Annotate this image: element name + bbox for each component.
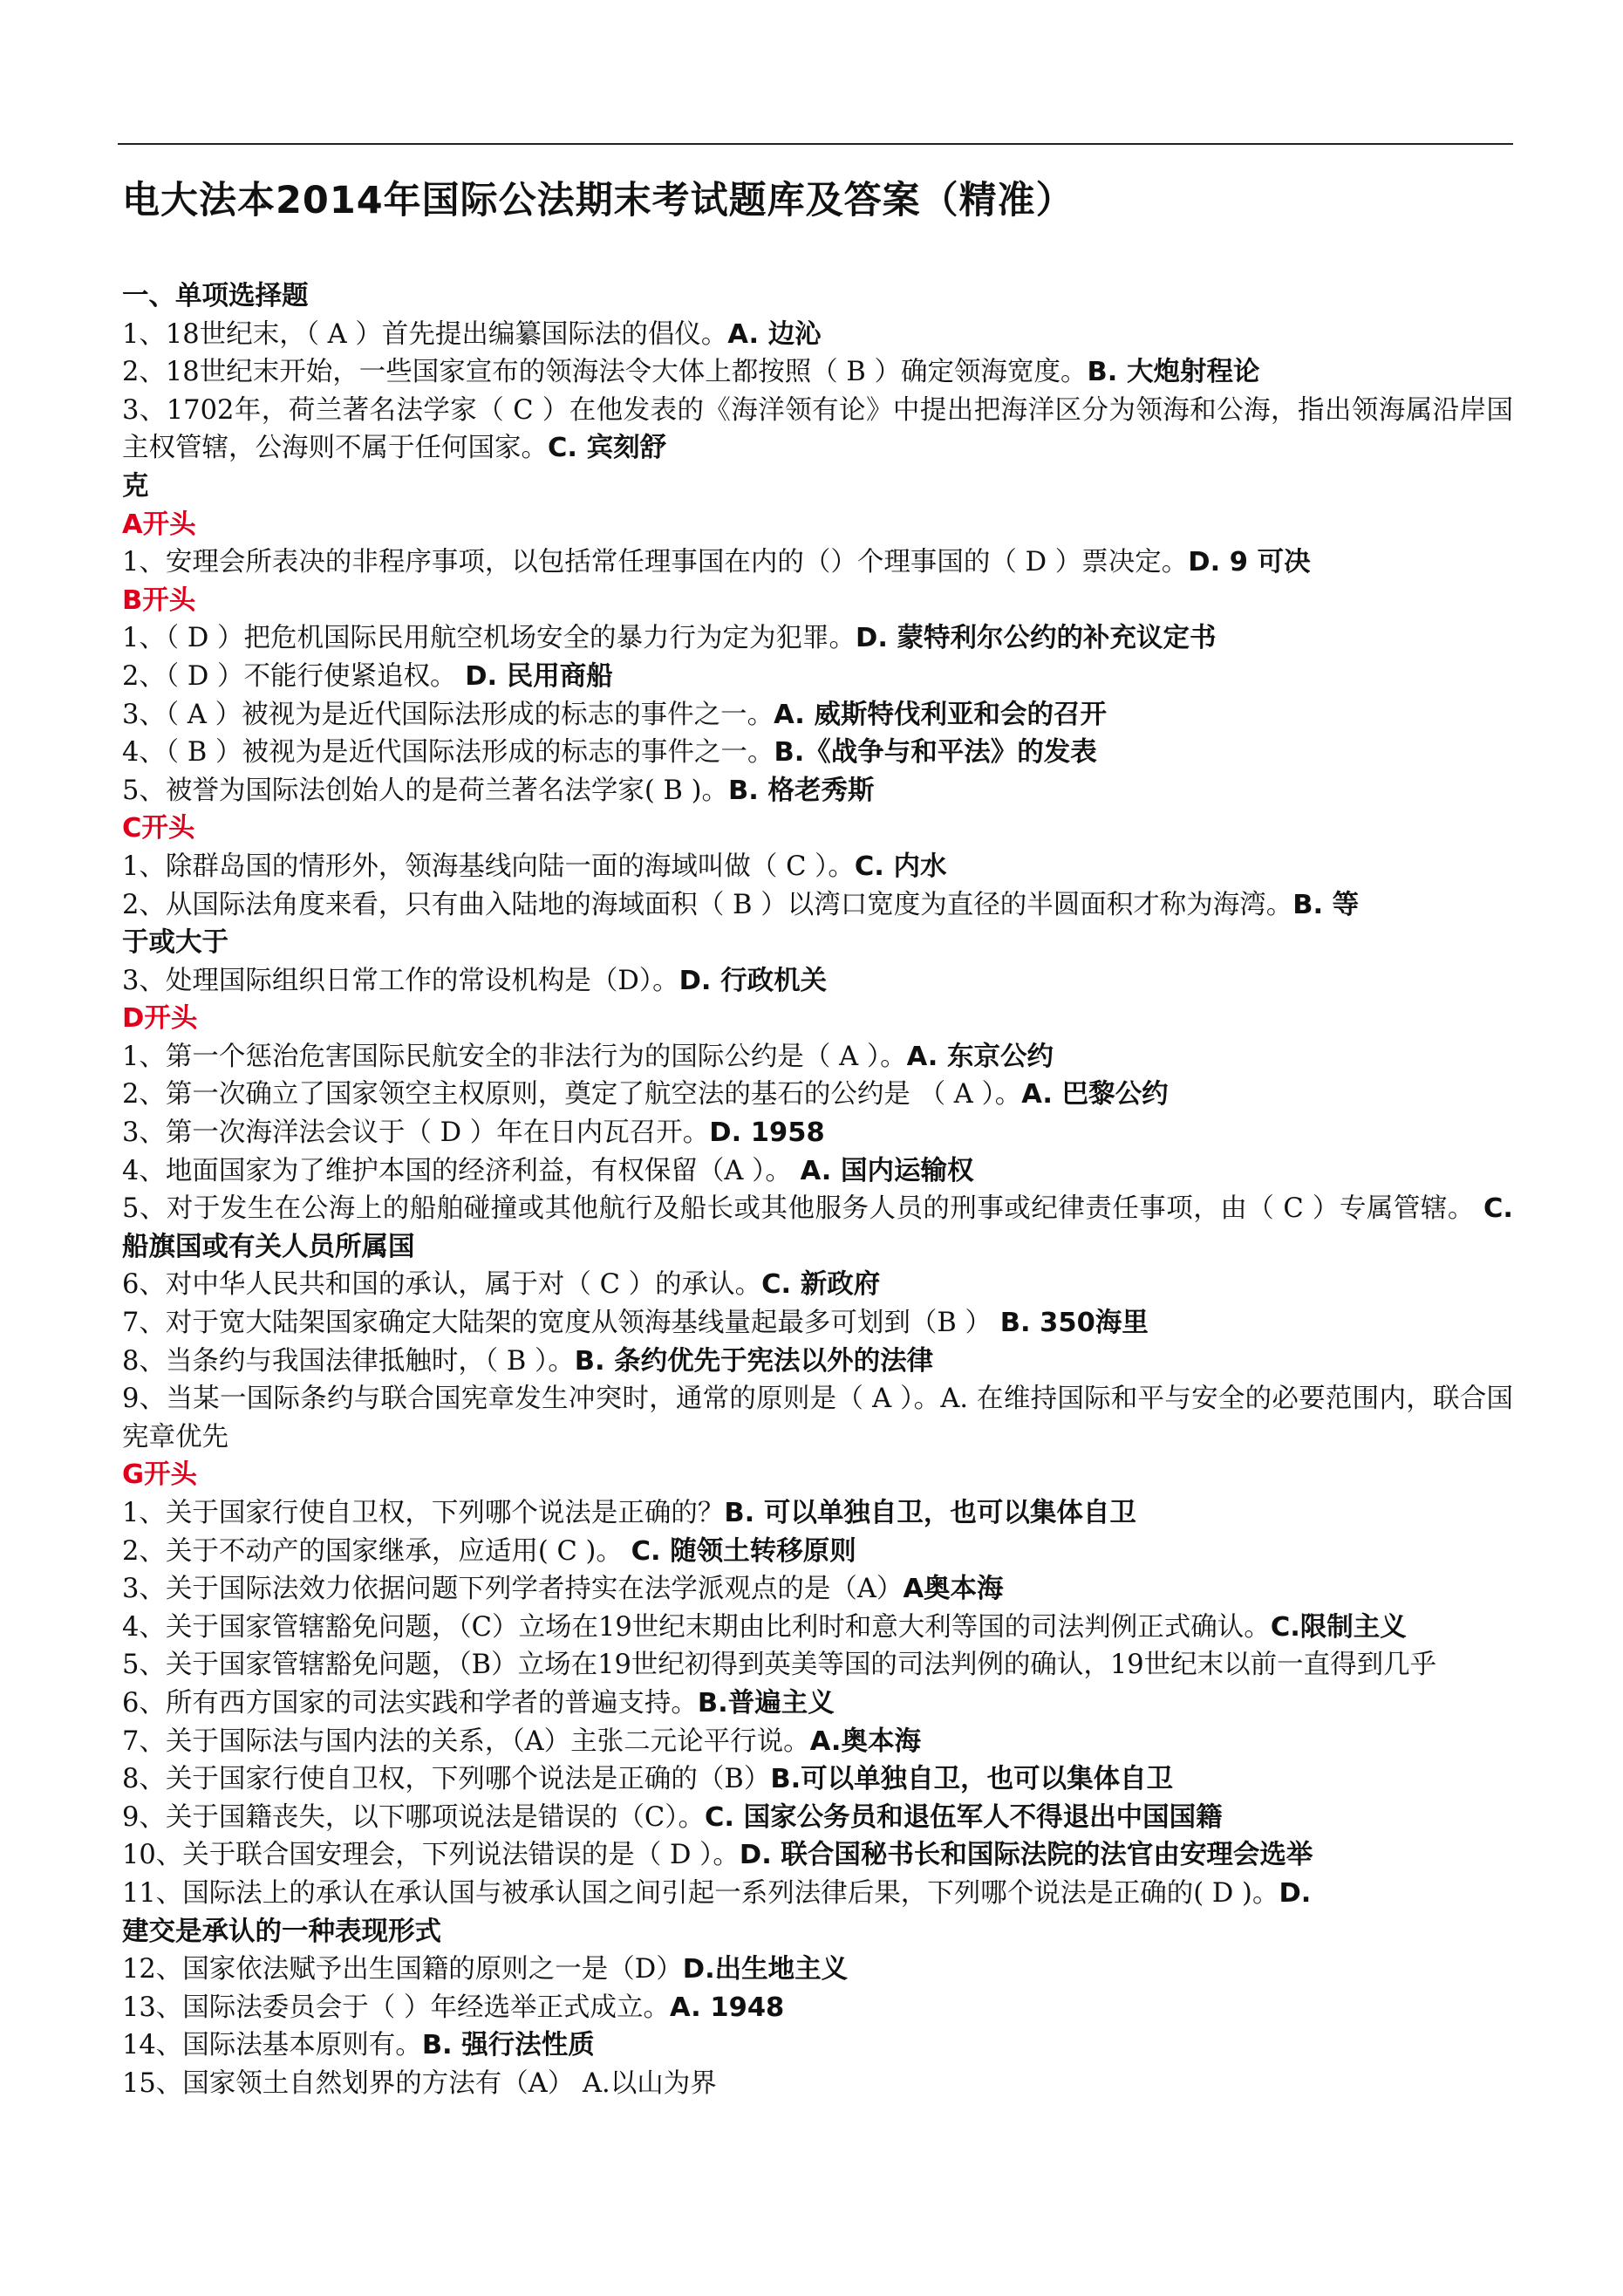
answer-text: D. (1279, 1877, 1312, 1909)
question-text: 4、地面国家为了维护本国的经济利益，有权保留（A ）。 (122, 1155, 801, 1186)
question-item (122, 392, 1513, 468)
question-text: 14、国际法基本原则有。 (122, 2030, 422, 2061)
answer-text: C. 随领土转移原则 (631, 1535, 856, 1567)
question-text: 12、国家依法赋予出生国籍的原则之一是（D） (122, 1954, 683, 1985)
question-item (122, 1114, 1513, 1152)
question-text: 6、所有西方国家的司法实践和学者的普遍支持。 (122, 1687, 698, 1719)
question-item (122, 962, 1513, 1001)
question-text: 2、第一次确立了国家领空主权原则，奠定了航空法的基石的公约是 （ A ）。 (122, 1079, 1022, 1110)
question-text: 1、除群岛国的情形外，领海基线向陆一面的海域叫做（ C ）。 (122, 851, 855, 882)
question-text: 9、当某一国际条约与联合国宪章发生冲突时，通常的原则是（ A ）。A. 在维持国际和平与安全的必要范围内，联合国宪章优先 (122, 1384, 1513, 1452)
question-text: 5、关于国家管辖豁免问题，（B）立场在19世纪初得到英美等国的司法判例的确认，19世纪末以前一直得到几乎 (122, 1650, 1437, 1681)
answer-text: B.普遍主义 (697, 1687, 835, 1719)
answer-text: C. 国家公务员和退伍军人不得退出中国国籍 (705, 1801, 1223, 1833)
question-item (122, 1038, 1513, 1076)
question-item (122, 1494, 1513, 1533)
answer-text: C. 内水 (854, 851, 947, 882)
question-item (122, 1343, 1513, 1381)
question-text: 1、关于国家行使自卫权，下列哪个说法是正确的？ (122, 1498, 725, 1528)
answer-text: C. 新政府 (761, 1269, 881, 1301)
question-item (122, 1646, 1513, 1684)
question-text: 5、对于发生在公海上的船舶碰撞或其他航行及船长或其他服务人员的刑事或纪律责任事项，由（ C ）专属管辖。 (122, 1193, 1484, 1225)
letter-group-header: G开头 (122, 1459, 198, 1491)
question-text: 1、第一个惩治危害国际民航安全的非法行为的国际公约是（ A ）。 (122, 1041, 907, 1072)
answer-text: B. 格老秀斯 (728, 775, 875, 806)
question-item (122, 1152, 1513, 1191)
question-item (122, 772, 1513, 810)
question-text: 7、对于宽大陆架国家确定大陆架的宽度从领海基线量起最多可划到（B ） (122, 1308, 1000, 1339)
answer-text: B. 等 (1292, 889, 1360, 920)
question-text: 4、（ B ）被视为是近代国际法形成的标志的事件之一。 (122, 737, 774, 769)
answer-text: C. 宾刻舒 (548, 433, 667, 464)
question-item (122, 1304, 1513, 1343)
answer-text: B. 大炮射程论 (1087, 357, 1260, 388)
question-text: 2、关于不动产的国家继承，应适用( C )。 (122, 1535, 631, 1567)
answer-text: B. 350海里 (999, 1308, 1149, 1339)
answer-text: A. 巴黎公约 (1021, 1079, 1169, 1110)
question-text: 10、关于联合国安理会，下列说法错误的是（ D ）。 (122, 1840, 740, 1871)
section-title: 一、单项选择题 (122, 281, 309, 311)
question-text: 6、对中华人民共和国的承认，属于对（ C ）的承认。 (122, 1269, 762, 1301)
question-text: 1、安理会所表决的非程序事项，以包括常任理事国在内的（）个理事国的（ D ）票决定。 (122, 547, 1189, 578)
question-item (122, 2026, 1513, 2065)
answer-text: A. 国内运输权 (800, 1155, 974, 1186)
question-item (122, 1875, 1513, 1913)
answer-text: B.《战争与和平法》的发表 (774, 737, 1097, 769)
question-text: 11、国际法上的承认在承认国与被承认国之间引起一系列法律后果，下列哪个说法是正确的( D )。 (122, 1877, 1279, 1909)
answer-text: C.限制主义 (1270, 1611, 1407, 1643)
question-text: 1、18世纪末，（ A ）首先提出编纂国际法的倡仪。 (122, 318, 728, 350)
question-item (122, 543, 1513, 582)
question-item (122, 1266, 1513, 1304)
question-text: 3、1702年，荷兰著名法学家（ C ）在他发表的《海洋领有论》中提出把海洋区分为领海和公海，指出领海属沿岸国主权管辖，公海则不属于任何国家。 (122, 394, 1513, 464)
answer-text: A. 东京公约 (906, 1041, 1054, 1072)
question-text: 5、被誉为国际法创始人的是荷兰著名法学家( B )。 (122, 775, 729, 806)
question-item (122, 316, 1513, 354)
letter-group-header: A开头 (122, 509, 196, 540)
question-item (122, 1190, 1513, 1266)
question-item (122, 734, 1513, 772)
question-text: 8、当条约与我国法律抵触时，（ B ）。 (122, 1345, 575, 1377)
question-item (122, 1989, 1513, 2027)
question-item (122, 696, 1513, 735)
answer-text: A. 1948 (670, 1992, 785, 2023)
question-item (122, 1799, 1513, 1837)
question-text: 3、（ A ）被视为是近代国际法形成的标志的事件之一。 (122, 699, 774, 730)
answer-text: D. 1958 (709, 1117, 825, 1149)
question-text: 3、关于国际法效力依据问题下列学者持实在法学派观点的是（A） (122, 1574, 904, 1605)
answer-text: A.奥本海 (809, 1725, 921, 1757)
question-text: 2、从国际法角度来看，只有曲入陆地的海域面积（ B ）以湾口宽度为直径的半圆面积才称为海湾。 (122, 889, 1293, 920)
answer-text: B. 强行法性质 (421, 2030, 595, 2061)
question-text: 3、处理国际组织日常工作的常设机构是（D）。 (122, 965, 679, 996)
answer-text: B. 条约优先于宪法以外的法律 (574, 1345, 934, 1377)
letter-group-header: D开头 (122, 1003, 198, 1035)
question-text: 13、国际法委员会于（ ）年经选举正式成立。 (122, 1992, 671, 2023)
question-item (122, 658, 1513, 696)
question-text: 1、（ D ）把危机国际民用航空机场安全的暴力行为定为犯罪。 (122, 623, 856, 654)
document-title: 电大法本2014年国际公法期末考试题库及答案（精准） (122, 179, 1074, 222)
answer-continuation: 克 (122, 470, 149, 502)
answer-text: D. 民用商船 (465, 660, 613, 692)
top-rule (118, 143, 1513, 145)
question-item (122, 1570, 1513, 1609)
answer-text: D.出生地主义 (682, 1954, 849, 1985)
question-text: 9、关于国籍丧失，以下哪项说法是错误的（C）。 (122, 1801, 705, 1833)
question-item (122, 1533, 1513, 1571)
answer-text: C. 船旗国或有关人员所属国 (122, 1193, 1513, 1262)
question-text: 4、关于国家管辖豁免问题，（C）立场在19世纪末期由比利时和意大利等国的司法判例正式确认。 (122, 1611, 1271, 1643)
answer-text: B. 可以单独自卫，也可以集体自卫 (724, 1498, 1136, 1528)
question-item (122, 1380, 1513, 1456)
answer-continuation: 于或大于 (122, 927, 228, 959)
question-item (122, 353, 1513, 392)
question-item (122, 1760, 1513, 1799)
answer-continuation: 建交是承认的一种表现形式 (122, 1916, 441, 1947)
question-item (122, 1951, 1513, 1989)
question-item (122, 619, 1513, 658)
question-item (122, 1836, 1513, 1875)
question-item (122, 2065, 1513, 2103)
question-item (122, 1684, 1513, 1723)
answer-text: D. 行政机关 (679, 965, 828, 996)
answer-text: D. 蒙特利尔公约的补充议定书 (856, 623, 1217, 654)
answer-text: A. 威斯特伐利亚和会的召开 (774, 699, 1107, 730)
question-item (122, 1609, 1513, 1647)
question-item (122, 1723, 1513, 1761)
question-text: 15、国家领土自然划界的方法有（A） A.以山为界 (122, 2067, 717, 2099)
question-text: 2、18世纪末开始，一些国家宣布的领海法令大体上都按照（ B ）确定领海宽度。 (122, 357, 1088, 388)
question-text: 7、关于国际法与国内法的关系，（A）主张二元论平行说。 (122, 1725, 810, 1757)
letter-group-header: C开头 (122, 813, 195, 844)
answer-text: B.可以单独自卫，也可以集体自卫 (770, 1764, 1174, 1795)
answer-text: D. 9 可决 (1188, 547, 1311, 578)
question-item (122, 1076, 1513, 1114)
question-text: 2、（ D ）不能行使紧追权。 (122, 660, 466, 692)
question-list (122, 277, 1513, 2103)
answer-text: A奥本海 (903, 1574, 1004, 1605)
answer-text: A. 边沁 (727, 318, 822, 350)
answer-text: D. 联合国秘书长和国际法院的法官由安理会选举 (739, 1840, 1313, 1871)
question-text: 8、关于国家行使自卫权，下列哪个说法是正确的（B） (122, 1764, 771, 1795)
letter-group-header: B开头 (122, 584, 196, 616)
question-item (122, 848, 1513, 886)
question-text: 3、第一次海洋法会议于（ D ）年在日内瓦召开。 (122, 1117, 710, 1149)
question-item (122, 886, 1513, 925)
